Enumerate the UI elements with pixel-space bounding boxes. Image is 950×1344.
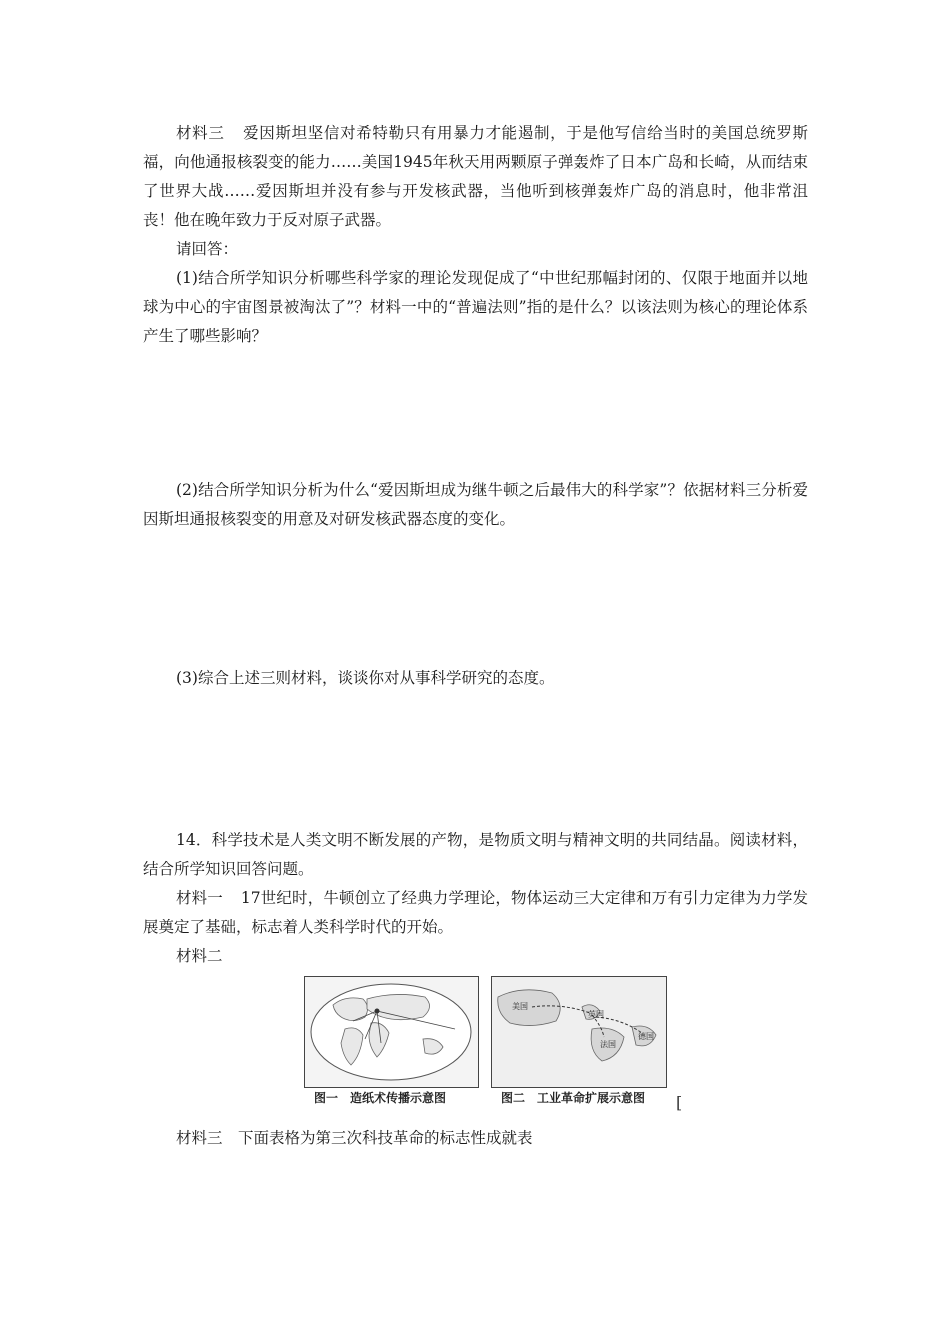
question-2: (2)结合所学知识分析为什么“爱因斯坦成为继牛顿之后最伟大的科学家”？依据材料三分析爱因斯坦通报核裂变的用意及对研发核武器态度的变化。	[143, 481, 808, 528]
map-label-usa: 美国	[512, 1002, 528, 1011]
world-map-image	[305, 977, 478, 1087]
papermaking-map-figure	[304, 976, 479, 1088]
material1-label: 材料一	[176, 889, 223, 907]
material2-label: 材料二	[176, 947, 223, 965]
material3-table-intro: 材料三 下面表格为第三次科技革命的标志性成就表	[176, 1129, 533, 1147]
figure1-caption: 图一 造纸术传播示意图	[314, 1091, 447, 1105]
question-14: 14．科学技术是人类文明不断发展的产物，是物质文明与精神文明的共同结晶。阅读材料，结合所学知识回答问题。	[143, 831, 808, 878]
figure2-caption: 图二 工业革命扩展示意图	[501, 1091, 646, 1105]
industrial-revolution-map-figure	[491, 976, 667, 1088]
question-1: (1)结合所学知识分析哪些科学家的理论发现促成了“中世纪那幅封闭的、仅限于地面并以地球为中心的宇宙图景被淘汰了”？材料一中的“普遍法则”指的是什么？以该法则为核心的理论体系产生了哪些影响？	[143, 269, 808, 345]
map-label-germany: 德国	[638, 1032, 654, 1041]
material3-text: 爱因斯坦坚信对希特勒只有用暴力才能遏制，于是他写信给当时的美国总统罗斯福，向他通报核裂变的能力……美国1945年秋天用两颗原子弹轰炸了日本广岛和长崎，从而结束了世界大战……爱因斯坦并没有参与开发核武器，当他听到核弹轰炸广岛的消息时，他非常沮丧！他在晚年致力于反对原子武器。	[143, 124, 808, 229]
material1-paragraph	[143, 884, 808, 942]
europe-america-map-image	[492, 977, 666, 1087]
question-3: (3)综合上述三则材料，谈谈你对从事科学研究的态度。	[176, 669, 555, 687]
map-label-france: 法国	[600, 1040, 616, 1049]
answer-prompt: 请回答：	[176, 240, 239, 258]
material1-text: 17世纪时，牛顿创立了经典力学理论，物体运动三大定律和万有引力定律为力学发展奠定了基础，标志着人类科学时代的开始。	[143, 889, 808, 936]
stray-bracket: [	[676, 1093, 683, 1112]
map-label-uk: 英国	[588, 1010, 604, 1019]
material3-label: 材料三	[176, 124, 225, 142]
material3-paragraph	[143, 119, 808, 235]
